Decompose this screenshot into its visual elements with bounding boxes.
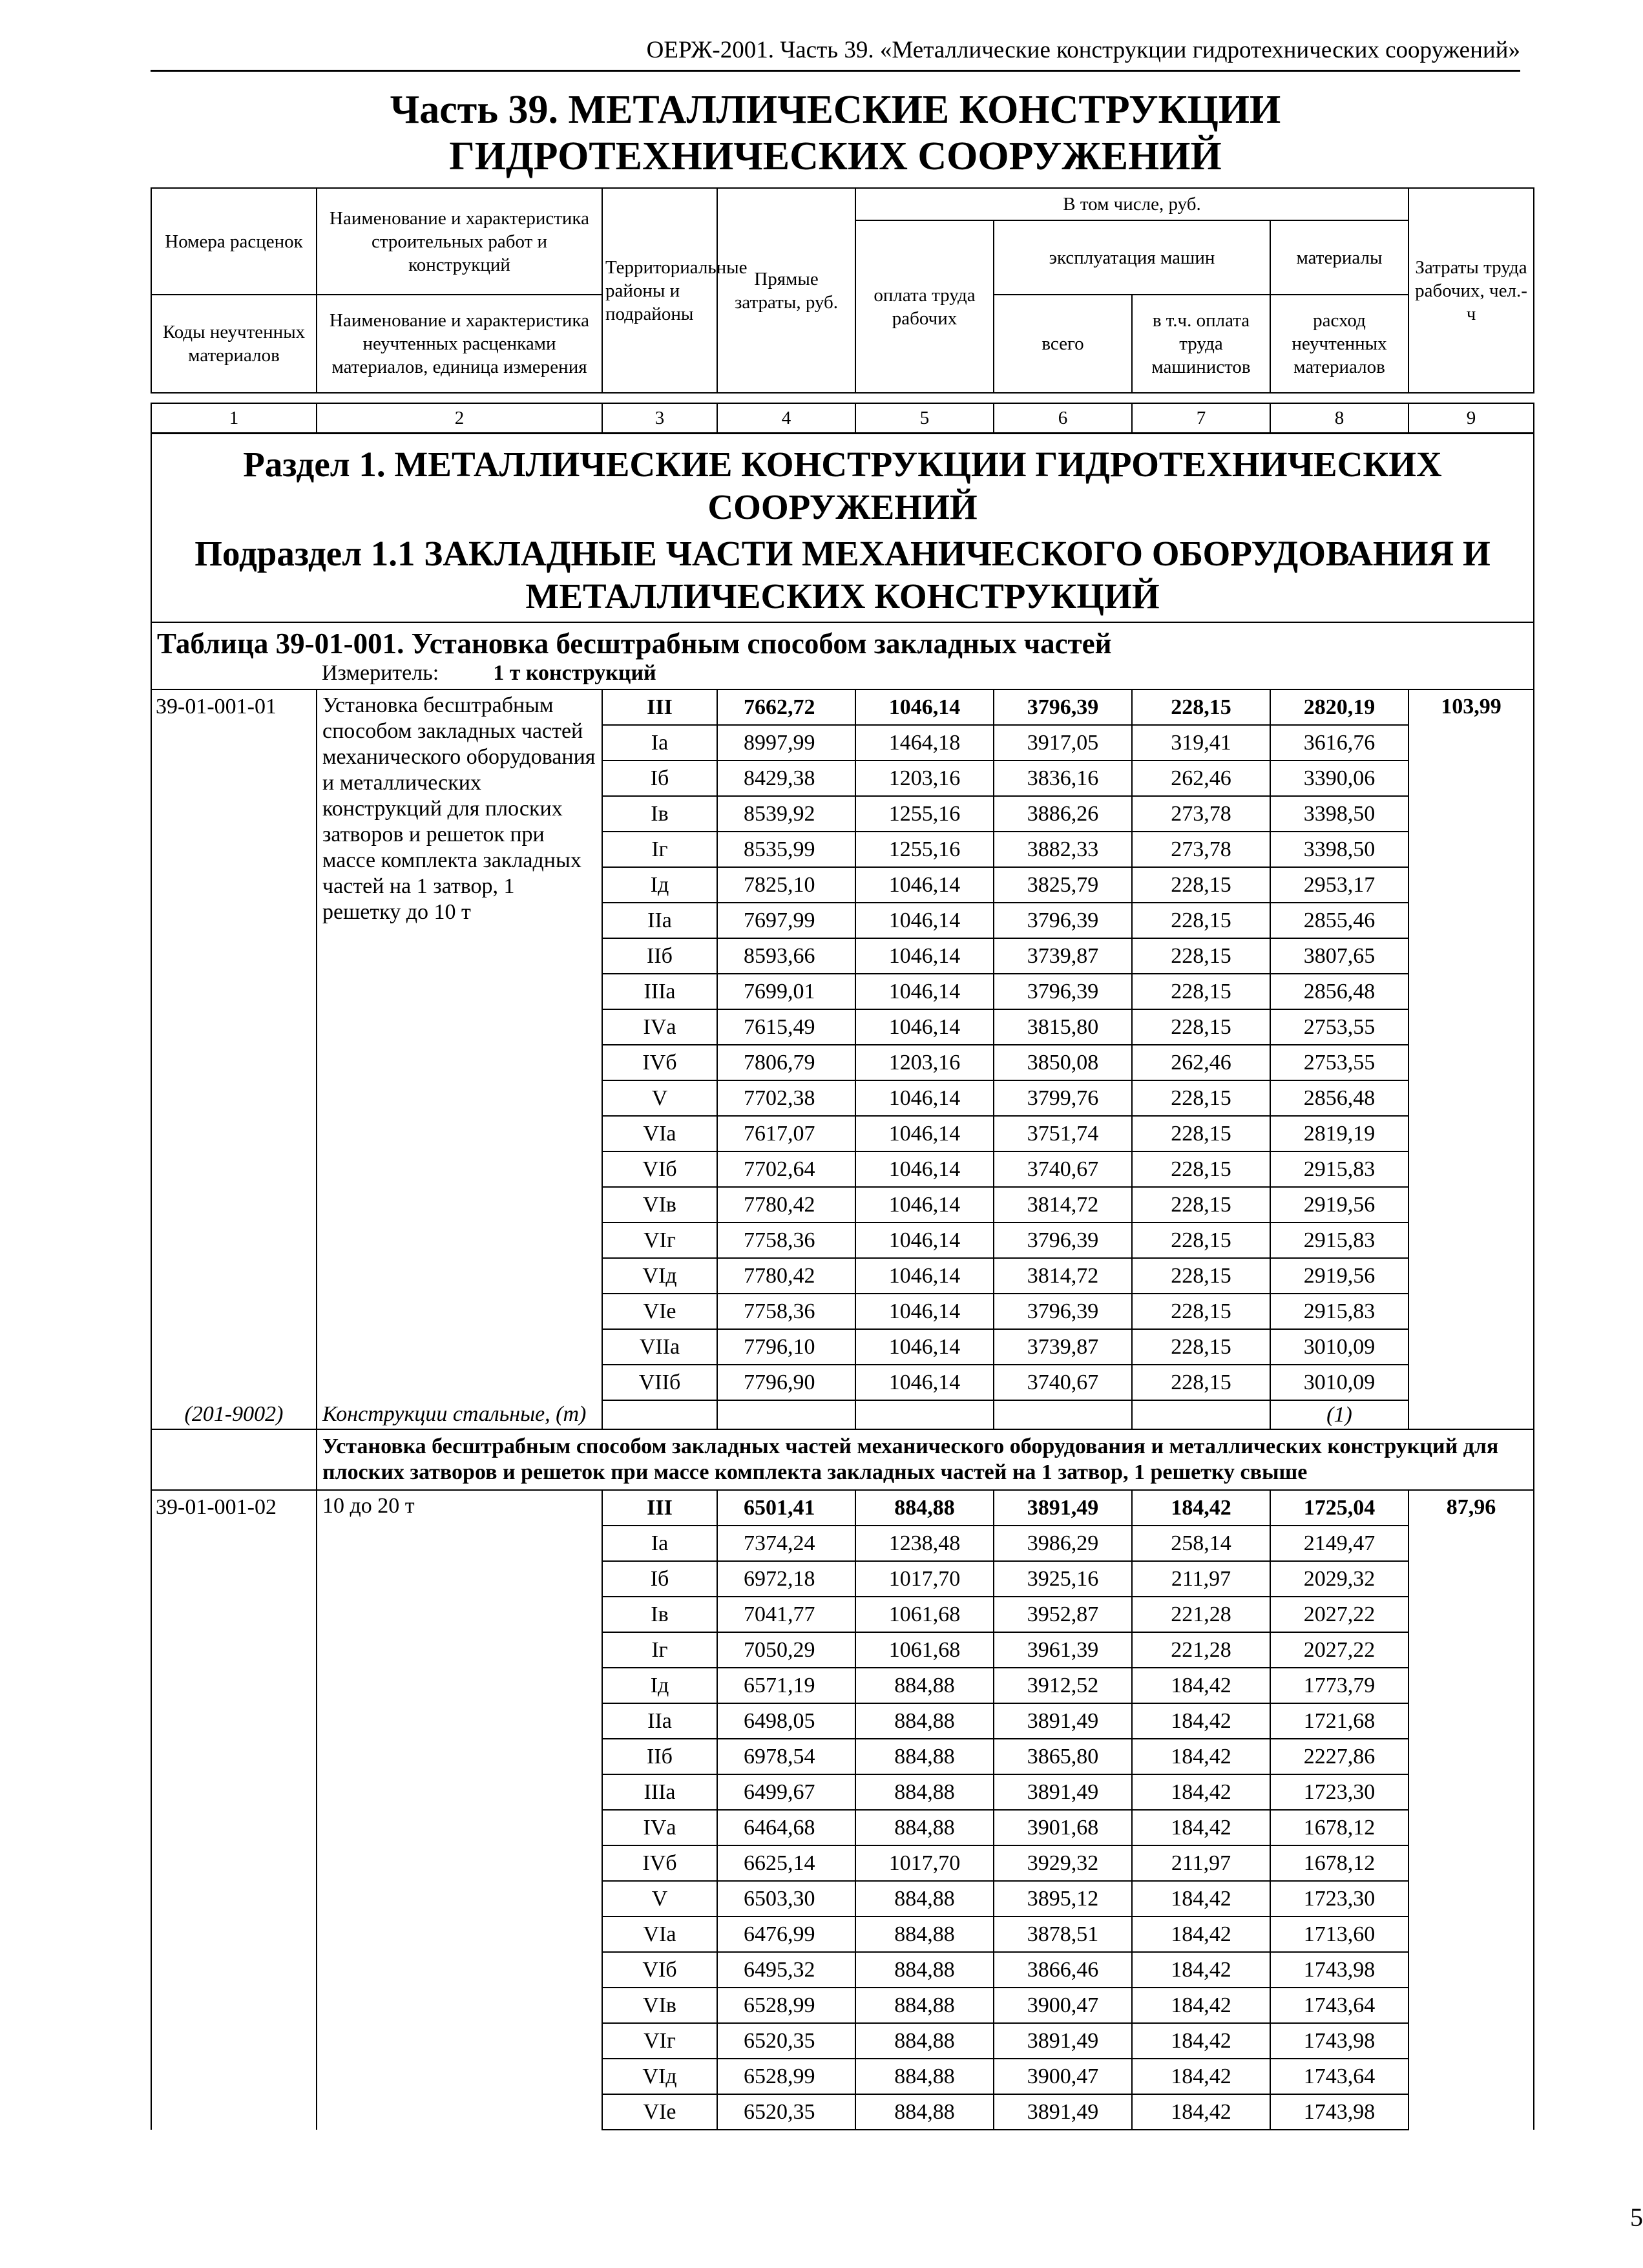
territory-cell: Iб — [602, 761, 717, 796]
wage-cell: 884,88 — [855, 1952, 994, 1988]
material-cost-cell: 2856,48 — [1270, 1080, 1408, 1116]
direct-cost-cell: 6501,41 — [717, 1490, 855, 1526]
material-cost-cell: 2149,47 — [1270, 1526, 1408, 1561]
direct-cost-cell: 6503,30 — [717, 1881, 855, 1916]
machine-cost-cell: 3891,49 — [994, 2023, 1132, 2059]
direct-cost-cell: 8429,38 — [717, 761, 855, 796]
wage-cell: 1203,16 — [855, 761, 994, 796]
wage-cell: 1046,14 — [855, 1187, 994, 1223]
direct-cost-cell: 7825,10 — [717, 867, 855, 903]
header-rule — [151, 70, 1520, 72]
territory-cell: V — [602, 1881, 717, 1916]
machinist-wage-cell: 228,15 — [1132, 689, 1270, 725]
col2-header-bottom: Наименование и характеристика неучтенных расценками материалов, единица измерения — [317, 295, 602, 393]
machinist-wage-cell: 228,15 — [1132, 1223, 1270, 1258]
machinist-wage-cell: 184,42 — [1132, 1668, 1270, 1703]
page-number: 5 — [1630, 2203, 1643, 2232]
wage-cell: 1464,18 — [855, 725, 994, 761]
machine-cost-cell: 3796,39 — [994, 1223, 1132, 1258]
machinist-wage-cell: 228,15 — [1132, 1258, 1270, 1294]
measure-spacer — [151, 660, 317, 689]
material-cost-cell: 2753,55 — [1270, 1009, 1408, 1045]
machinist-wage-cell: 258,14 — [1132, 1526, 1270, 1561]
machine-cost-cell: 3814,72 — [994, 1258, 1132, 1294]
material-cost-cell: 1743,98 — [1270, 2094, 1408, 2130]
machinist-wage-cell: 184,42 — [1132, 1952, 1270, 1988]
territory-cell: VIд — [602, 1258, 717, 1294]
machine-cost-cell: 3891,49 — [994, 1703, 1132, 1739]
direct-cost-cell: 7758,36 — [717, 1294, 855, 1329]
labor-cell: 87,96 — [1408, 1490, 1534, 2130]
col7-header: в т.ч. оплата труда машинистов — [1132, 295, 1270, 393]
direct-cost-cell: 6528,99 — [717, 2059, 855, 2094]
direct-cost-cell: 7780,42 — [717, 1187, 855, 1223]
territory-cell: VIа — [602, 1116, 717, 1151]
wage-cell: 884,88 — [855, 1881, 994, 1916]
territory-cell: IVб — [602, 1045, 717, 1080]
wage-cell: 884,88 — [855, 1703, 994, 1739]
machine-cost-cell: 3814,72 — [994, 1187, 1132, 1223]
territory-cell: IVа — [602, 1009, 717, 1045]
territory-cell: Iб — [602, 1561, 717, 1597]
col4-header: Прямые затраты, руб. — [717, 188, 855, 393]
material-cost-cell: 1713,60 — [1270, 1916, 1408, 1952]
direct-cost-cell: 6978,54 — [717, 1739, 855, 1774]
direct-cost-cell: 8535,99 — [717, 832, 855, 867]
territory-cell: Iв — [602, 796, 717, 832]
territory-cell: VIг — [602, 1223, 717, 1258]
rate-code: 39-01-001-02 — [151, 1490, 317, 2130]
machine-cost-cell: 3961,39 — [994, 1632, 1132, 1668]
direct-cost-cell: 8539,92 — [717, 796, 855, 832]
machinist-wage-cell: 211,97 — [1132, 1561, 1270, 1597]
direct-cost-cell: 7780,42 — [717, 1258, 855, 1294]
col-number: 4 — [717, 403, 855, 433]
material-cost-cell: 3010,09 — [1270, 1329, 1408, 1365]
machines-header: эксплуатация машин — [994, 220, 1270, 295]
material-cost-cell: 1773,79 — [1270, 1668, 1408, 1703]
wage-cell: 1255,16 — [855, 832, 994, 867]
material-cost-cell: 3398,50 — [1270, 832, 1408, 867]
including-header: В том числе, руб. — [855, 188, 1408, 220]
territory-cell: Iг — [602, 832, 717, 867]
part-title-line-2: ГИДРОТЕХНИЧЕСКИХ СООРУЖЕНИЙ — [449, 134, 1222, 178]
col-number: 6 — [994, 403, 1132, 433]
machinist-wage-cell: 228,15 — [1132, 1116, 1270, 1151]
machine-cost-cell: 3895,12 — [994, 1881, 1132, 1916]
machine-cost-cell: 3740,67 — [994, 1365, 1132, 1400]
wage-cell: 884,88 — [855, 2023, 994, 2059]
machinist-wage-cell: 319,41 — [1132, 725, 1270, 761]
part-title-line-1: Часть 39. МЕТАЛЛИЧЕСКИЕ КОНСТРУКЦИИ — [390, 88, 1281, 132]
note-row — [151, 1429, 1534, 1490]
direct-cost-cell: 6528,99 — [717, 1988, 855, 2023]
material-cost-cell: 2915,83 — [1270, 1294, 1408, 1329]
wage-cell: 1017,70 — [855, 1845, 994, 1881]
territory-cell: VIIа — [602, 1329, 717, 1365]
machinist-wage-cell: 228,15 — [1132, 1009, 1270, 1045]
territory-cell: Iа — [602, 725, 717, 761]
wage-cell: 884,88 — [855, 1916, 994, 1952]
territory-cell: V — [602, 1080, 717, 1116]
direct-cost-cell: 7374,24 — [717, 1526, 855, 1561]
machine-cost-cell: 3740,67 — [994, 1151, 1132, 1187]
part-title — [151, 87, 1520, 180]
direct-cost-cell: 7699,01 — [717, 974, 855, 1009]
table-row — [151, 689, 1534, 725]
territory-cell: Iд — [602, 867, 717, 903]
territory-cell: IVб — [602, 1845, 717, 1881]
wage-cell: 884,88 — [855, 1988, 994, 2023]
material-row — [151, 1400, 1534, 1429]
material-cost-cell: 1743,64 — [1270, 1988, 1408, 2023]
direct-cost-cell: 7702,38 — [717, 1080, 855, 1116]
machine-cost-cell: 3796,39 — [994, 1294, 1132, 1329]
machinist-wage-cell: 262,46 — [1132, 1045, 1270, 1080]
material-cost-cell: 2855,46 — [1270, 903, 1408, 938]
direct-cost-cell: 7806,79 — [717, 1045, 855, 1080]
wage-cell: 1046,14 — [855, 938, 994, 974]
labor-cell: 103,99 — [1408, 689, 1534, 1400]
machinist-wage-cell: 228,15 — [1132, 1329, 1270, 1365]
material-cost-cell: 3807,65 — [1270, 938, 1408, 974]
section-heading — [151, 434, 1534, 622]
machinist-wage-cell: 228,15 — [1132, 903, 1270, 938]
material-cost-cell: 2227,86 — [1270, 1739, 1408, 1774]
direct-cost-cell: 7796,10 — [717, 1329, 855, 1365]
col1-header-bottom: Коды неучтенных материалов — [151, 295, 317, 393]
material-cost-cell: 2919,56 — [1270, 1258, 1408, 1294]
wage-cell: 884,88 — [855, 1490, 994, 1526]
column-number-row — [151, 403, 1534, 434]
material-cost-cell: 2027,22 — [1270, 1632, 1408, 1668]
material-quantity: (1) — [1270, 1400, 1408, 1429]
machine-cost-cell: 3751,74 — [994, 1116, 1132, 1151]
material-cost-cell: 2919,56 — [1270, 1187, 1408, 1223]
wage-cell: 1046,14 — [855, 903, 994, 938]
direct-cost-cell: 8997,99 — [717, 725, 855, 761]
material-cost-cell: 1678,12 — [1270, 1845, 1408, 1881]
machine-cost-cell: 3836,16 — [994, 761, 1132, 796]
direct-cost-cell: 7041,77 — [717, 1597, 855, 1632]
col8-header: расход неучтенных материалов — [1270, 295, 1408, 393]
machine-cost-cell: 3739,87 — [994, 938, 1132, 974]
machine-cost-cell: 3796,39 — [994, 689, 1132, 725]
wage-cell: 1046,14 — [855, 1365, 994, 1400]
measure-line — [317, 660, 1534, 689]
machinist-wage-cell: 221,28 — [1132, 1632, 1270, 1668]
machinist-wage-cell: 273,78 — [1132, 832, 1270, 867]
material-name: Конструкции стальные, (т) — [317, 1400, 602, 1429]
wage-cell: 1046,14 — [855, 1258, 994, 1294]
empty-cell — [1132, 1400, 1270, 1429]
territory-cell: IIIа — [602, 974, 717, 1009]
material-cost-cell: 3398,50 — [1270, 796, 1408, 832]
machine-cost-cell: 3882,33 — [994, 832, 1132, 867]
material-cost-cell: 2953,17 — [1270, 867, 1408, 903]
material-cost-cell: 2819,19 — [1270, 1116, 1408, 1151]
measure-value: 1 т конструкций — [493, 661, 656, 685]
machinist-wage-cell: 184,42 — [1132, 1988, 1270, 2023]
territory-cell: VIIб — [602, 1365, 717, 1400]
machinist-wage-cell: 184,42 — [1132, 1703, 1270, 1739]
material-cost-cell: 2915,83 — [1270, 1151, 1408, 1187]
wage-cell: 1255,16 — [855, 796, 994, 832]
machine-cost-cell: 3739,87 — [994, 1329, 1132, 1365]
table-row — [151, 1490, 1534, 1526]
material-code: (201-9002) — [151, 1400, 317, 1429]
territory-cell: IIа — [602, 1703, 717, 1739]
wage-cell: 884,88 — [855, 1810, 994, 1845]
wage-cell: 1046,14 — [855, 689, 994, 725]
machinist-wage-cell: 273,78 — [1132, 796, 1270, 832]
machine-cost-cell: 3799,76 — [994, 1080, 1132, 1116]
empty-cell — [855, 1400, 994, 1429]
wage-cell: 1017,70 — [855, 1561, 994, 1597]
note-spacer — [151, 1429, 317, 1490]
machinist-wage-cell: 228,15 — [1132, 1187, 1270, 1223]
territory-cell: Iг — [602, 1632, 717, 1668]
material-cost-cell: 1743,98 — [1270, 2023, 1408, 2059]
machinist-wage-cell: 184,42 — [1132, 1739, 1270, 1774]
wage-cell: 1046,14 — [855, 1009, 994, 1045]
col-number: 8 — [1270, 403, 1408, 433]
machine-cost-cell: 3796,39 — [994, 974, 1132, 1009]
wage-cell: 1061,68 — [855, 1597, 994, 1632]
table-title: Таблица 39-01-001. Установка бесштрабным способом закладных частей — [151, 622, 1534, 660]
wage-cell: 884,88 — [855, 1668, 994, 1703]
wage-cell: 884,88 — [855, 1739, 994, 1774]
wage-cell: 1046,14 — [855, 1080, 994, 1116]
wage-cell: 1046,14 — [855, 1116, 994, 1151]
territory-cell: IIа — [602, 903, 717, 938]
material-cost-cell: 2753,55 — [1270, 1045, 1408, 1080]
machine-cost-cell: 3866,46 — [994, 1952, 1132, 1988]
machinist-wage-cell: 184,42 — [1132, 1881, 1270, 1916]
machinist-wage-cell: 184,42 — [1132, 2023, 1270, 2059]
direct-cost-cell: 6476,99 — [717, 1916, 855, 1952]
subsection-title: Подраздел 1.1 ЗАКЛАДНЫЕ ЧАСТИ МЕХАНИЧЕСКОГО ОБОРУДОВАНИЯ И МЕТАЛЛИЧЕСКИХ КОНСТРУКЦИЙ — [194, 534, 1491, 616]
direct-cost-cell: 6464,68 — [717, 1810, 855, 1845]
col-number: 7 — [1132, 403, 1270, 433]
wage-cell: 884,88 — [855, 1774, 994, 1810]
direct-cost-cell: 7758,36 — [717, 1223, 855, 1258]
machinist-wage-cell: 184,42 — [1132, 1810, 1270, 1845]
rate-description: 10 до 20 т — [317, 1490, 602, 2130]
col6-header: всего — [994, 295, 1132, 393]
wage-cell: 1203,16 — [855, 1045, 994, 1080]
machine-cost-cell: 3891,49 — [994, 1774, 1132, 1810]
machine-cost-cell: 3925,16 — [994, 1561, 1132, 1597]
col-number: 5 — [855, 403, 994, 433]
territory-cell: VIб — [602, 1151, 717, 1187]
material-cost-cell: 2915,83 — [1270, 1223, 1408, 1258]
machinist-wage-cell: 228,15 — [1132, 1080, 1270, 1116]
machine-cost-cell: 3912,52 — [994, 1668, 1132, 1703]
territory-cell: Iд — [602, 1668, 717, 1703]
wage-cell: 1046,14 — [855, 1329, 994, 1365]
rates-table — [151, 433, 1534, 2130]
machine-cost-cell: 3886,26 — [994, 796, 1132, 832]
col-number: 9 — [1408, 403, 1534, 433]
machine-cost-cell: 3929,32 — [994, 1845, 1132, 1881]
direct-cost-cell: 6571,19 — [717, 1668, 855, 1703]
machinist-wage-cell: 228,15 — [1132, 1151, 1270, 1187]
wage-cell: 1046,14 — [855, 974, 994, 1009]
col3-header: Территориальные районы и подрайоны — [602, 188, 717, 393]
machine-cost-cell: 3850,08 — [994, 1045, 1132, 1080]
territory-cell: III — [602, 689, 717, 725]
machinist-wage-cell: 184,42 — [1132, 1490, 1270, 1526]
machinist-wage-cell: 228,15 — [1132, 1294, 1270, 1329]
territory-cell: VIе — [602, 1294, 717, 1329]
direct-cost-cell: 6498,05 — [717, 1703, 855, 1739]
territory-cell: VIв — [602, 1187, 717, 1223]
machine-cost-cell: 3900,47 — [994, 1988, 1132, 2023]
wage-cell: 884,88 — [855, 2094, 994, 2130]
territory-cell: IVа — [602, 1810, 717, 1845]
machine-cost-cell: 3986,29 — [994, 1526, 1132, 1561]
empty-cell — [994, 1400, 1132, 1429]
note-text: Установка бесштрабным способом закладных частей механического оборудования и металлических конструкций для плоских затворов и решеток при массе комплекта закладных частей на 1 затвор, 1 решетку свыше — [317, 1429, 1534, 1490]
material-cost-cell: 3390,06 — [1270, 761, 1408, 796]
rate-code: 39-01-001-01 — [151, 689, 317, 1400]
material-cost-cell: 1743,64 — [1270, 2059, 1408, 2094]
col-number: 1 — [151, 403, 317, 433]
material-cost-cell: 1723,30 — [1270, 1881, 1408, 1916]
material-cost-cell: 1743,98 — [1270, 1952, 1408, 1988]
territory-cell: IIб — [602, 938, 717, 974]
wage-cell: 1046,14 — [855, 1223, 994, 1258]
direct-cost-cell: 7697,99 — [717, 903, 855, 938]
material-cost-cell: 1721,68 — [1270, 1703, 1408, 1739]
material-cost-cell: 1725,04 — [1270, 1490, 1408, 1526]
machinist-wage-cell: 184,42 — [1132, 2059, 1270, 2094]
territory-cell: VIг — [602, 2023, 717, 2059]
material-cost-cell: 2820,19 — [1270, 689, 1408, 725]
direct-cost-cell: 8593,66 — [717, 938, 855, 974]
machine-cost-cell: 3878,51 — [994, 1916, 1132, 1952]
machine-cost-cell: 3891,49 — [994, 1490, 1132, 1526]
materials-header: материалы — [1270, 220, 1408, 295]
wage-cell: 884,88 — [855, 2059, 994, 2094]
machinist-wage-cell: 184,42 — [1132, 2094, 1270, 2130]
wage-cell: 1061,68 — [855, 1632, 994, 1668]
col2-header-top: Наименование и характеристика строительных работ и конструкций — [317, 188, 602, 295]
territory-cell: IIIа — [602, 1774, 717, 1810]
machine-cost-cell: 3917,05 — [994, 725, 1132, 761]
wage-cell: 1046,14 — [855, 1294, 994, 1329]
territory-cell: IIб — [602, 1739, 717, 1774]
direct-cost-cell: 6520,35 — [717, 2094, 855, 2130]
machine-cost-cell: 3815,80 — [994, 1009, 1132, 1045]
rate-description: Установка бесштрабным способом закладных частей механического оборудования и металлических конструкций для плоских затворов и решеток при массе комплекта закладных частей на 1 затвор, 1 решетку до 10 т — [317, 689, 602, 1400]
direct-cost-cell: 7662,72 — [717, 689, 855, 725]
empty-cell — [1408, 1400, 1534, 1429]
machine-cost-cell: 3900,47 — [994, 2059, 1132, 2094]
material-cost-cell: 2856,48 — [1270, 974, 1408, 1009]
material-cost-cell: 2027,22 — [1270, 1597, 1408, 1632]
running-head: ОЕРЖ-2001. Часть 39. «Металлические конструкции гидротехнических сооружений» — [646, 37, 1520, 63]
direct-cost-cell: 7617,07 — [717, 1116, 855, 1151]
machine-cost-cell: 3796,39 — [994, 903, 1132, 938]
machine-cost-cell: 3952,87 — [994, 1597, 1132, 1632]
direct-cost-cell: 7615,49 — [717, 1009, 855, 1045]
col1-header-top: Номера расценок — [151, 188, 317, 295]
direct-cost-cell: 6972,18 — [717, 1561, 855, 1597]
material-cost-cell: 3010,09 — [1270, 1365, 1408, 1400]
territory-cell: VIб — [602, 1952, 717, 1988]
machinist-wage-cell: 221,28 — [1132, 1597, 1270, 1632]
direct-cost-cell: 6520,35 — [717, 2023, 855, 2059]
territory-cell: VIв — [602, 1988, 717, 2023]
col-number: 2 — [317, 403, 602, 433]
machine-cost-cell: 3865,80 — [994, 1739, 1132, 1774]
territory-cell: VIа — [602, 1916, 717, 1952]
machine-cost-cell: 3901,68 — [994, 1810, 1132, 1845]
machinist-wage-cell: 228,15 — [1132, 938, 1270, 974]
machine-cost-cell: 3891,49 — [994, 2094, 1132, 2130]
direct-cost-cell: 7702,64 — [717, 1151, 855, 1187]
direct-cost-cell: 7796,90 — [717, 1365, 855, 1400]
machinist-wage-cell: 228,15 — [1132, 974, 1270, 1009]
empty-cell — [602, 1400, 717, 1429]
wage-cell: 1046,14 — [855, 1151, 994, 1187]
direct-cost-cell: 6499,67 — [717, 1774, 855, 1810]
direct-cost-cell: 6495,32 — [717, 1952, 855, 1988]
wage-cell: 1046,14 — [855, 867, 994, 903]
section-title: Раздел 1. МЕТАЛЛИЧЕСКИЕ КОНСТРУКЦИИ ГИДРОТЕХНИЧЕСКИХ СООРУЖЕНИЙ — [243, 445, 1442, 527]
material-cost-cell: 1678,12 — [1270, 1810, 1408, 1845]
wage-cell: 1238,48 — [855, 1526, 994, 1561]
territory-cell: III — [602, 1490, 717, 1526]
machinist-wage-cell: 184,42 — [1132, 1774, 1270, 1810]
machinist-wage-cell: 262,46 — [1132, 761, 1270, 796]
territory-cell: VIд — [602, 2059, 717, 2094]
territory-cell: Iа — [602, 1526, 717, 1561]
material-cost-cell: 3616,76 — [1270, 725, 1408, 761]
col-number: 3 — [602, 403, 717, 433]
territory-cell: VIе — [602, 2094, 717, 2130]
direct-cost-cell: 6625,14 — [717, 1845, 855, 1881]
machinist-wage-cell: 228,15 — [1132, 867, 1270, 903]
machinist-wage-cell: 211,97 — [1132, 1845, 1270, 1881]
measure-label: Измеритель: — [322, 661, 439, 685]
machinist-wage-cell: 228,15 — [1132, 1365, 1270, 1400]
empty-cell — [717, 1400, 855, 1429]
col9-header: Затраты труда рабочих, чел.-ч — [1408, 188, 1534, 393]
col5-header: оплата труда рабочих — [855, 220, 994, 393]
material-cost-cell: 2029,32 — [1270, 1561, 1408, 1597]
column-header-table — [151, 187, 1534, 394]
machinist-wage-cell: 184,42 — [1132, 1916, 1270, 1952]
territory-cell: Iв — [602, 1597, 717, 1632]
direct-cost-cell: 7050,29 — [717, 1632, 855, 1668]
machine-cost-cell: 3825,79 — [994, 867, 1132, 903]
material-cost-cell: 1723,30 — [1270, 1774, 1408, 1810]
